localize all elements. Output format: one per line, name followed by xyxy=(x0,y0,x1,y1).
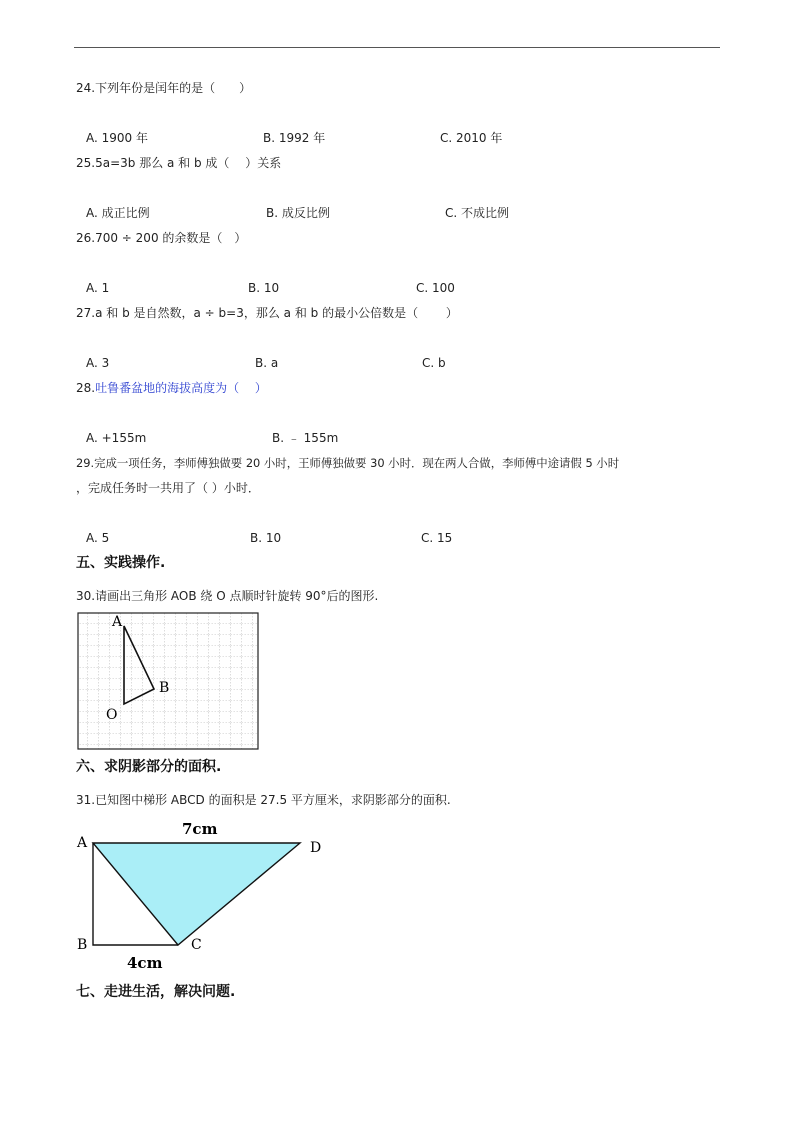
trapezoid-figure xyxy=(70,815,340,975)
question-27-option-b[interactable]: B. a xyxy=(255,356,279,370)
question-29-option-c[interactable]: C. 15 xyxy=(421,531,453,545)
question-30-stem: 30.请画出三角形 AOB 绕 O 点顺时针旋转 90°后的图形. xyxy=(76,589,379,603)
question-28-stem xyxy=(76,380,267,396)
question-27-option-c[interactable]: C. b xyxy=(422,356,446,370)
shaded-triangle-acd xyxy=(93,843,300,945)
question-24-stem: 24.下列年份是闰年的是（ ） xyxy=(76,81,252,95)
section-5-title: 五、实践操作. xyxy=(76,555,166,571)
question-25-option-a[interactable]: A. 成正比例 xyxy=(86,206,150,220)
label-c: C xyxy=(191,937,202,953)
question-29-option-a[interactable]: A. 5 xyxy=(86,531,110,545)
question-31-stem: 31.已知图中梯形 ABCD 的面积是 27.5 平方厘米，求阴影部分的面积. xyxy=(76,793,451,807)
question-27-option-a[interactable]: A. 3 xyxy=(86,356,110,370)
question-29-stem-line2: ，完成任务时一共用了（ ）小时． xyxy=(76,481,260,495)
question-25-stem: 25.5a=3b 那么 a 和 b 成（ ）关系 xyxy=(76,156,282,170)
section-6-title: 六、求阴影部分的面积. xyxy=(76,759,222,775)
label-bottom-length: 4cm xyxy=(127,954,163,972)
label-a: A xyxy=(112,614,123,630)
question-28-text: 吐鲁番盆地的海拔高度为（ ） xyxy=(95,381,267,395)
question-25-option-c[interactable]: C. 不成比例 xyxy=(445,206,510,220)
question-24-option-b[interactable]: B. 1992 年 xyxy=(263,131,326,145)
label-top-length: 7cm xyxy=(182,820,218,838)
question-24-option-c[interactable]: C. 2010 年 xyxy=(440,131,503,145)
label-d: D xyxy=(310,840,322,856)
question-29-option-b[interactable]: B. 10 xyxy=(250,531,282,545)
label-o: O xyxy=(106,707,118,723)
question-26-option-c[interactable]: C. 100 xyxy=(416,281,455,295)
question-26-option-b[interactable]: B. 10 xyxy=(248,281,280,295)
question-26-option-a[interactable]: A. 1 xyxy=(86,281,110,295)
question-26-stem: 26.700 ÷ 200 的余数是（ ） xyxy=(76,231,247,245)
label-b: B xyxy=(77,937,88,953)
label-b: B xyxy=(159,680,170,696)
section-7-title: 七、走进生活，解决问题. xyxy=(76,984,236,1000)
question-24-option-a[interactable]: A. 1900 年 xyxy=(86,131,148,145)
question-28-option-b[interactable]: B. ﹣ 155m xyxy=(272,431,339,445)
header-rule xyxy=(74,47,720,48)
question-28-option-a[interactable]: A. +155m xyxy=(86,431,147,445)
rotation-grid-figure xyxy=(76,612,260,752)
question-27-stem: 27.a 和 b 是自然数，a ÷ b=3，那么 a 和 b 的最小公倍数是（ ） xyxy=(76,306,458,320)
question-28-number: 28. xyxy=(76,381,96,395)
label-a: A xyxy=(77,835,88,851)
question-25-option-b[interactable]: B. 成反比例 xyxy=(266,206,330,220)
question-29-stem-line1: 29.完成一项任务，李师傅独做要 20 小时，王师傅独做要 30 小时．现在两人合做，李师傅中途请假 5 小时 xyxy=(76,456,620,470)
